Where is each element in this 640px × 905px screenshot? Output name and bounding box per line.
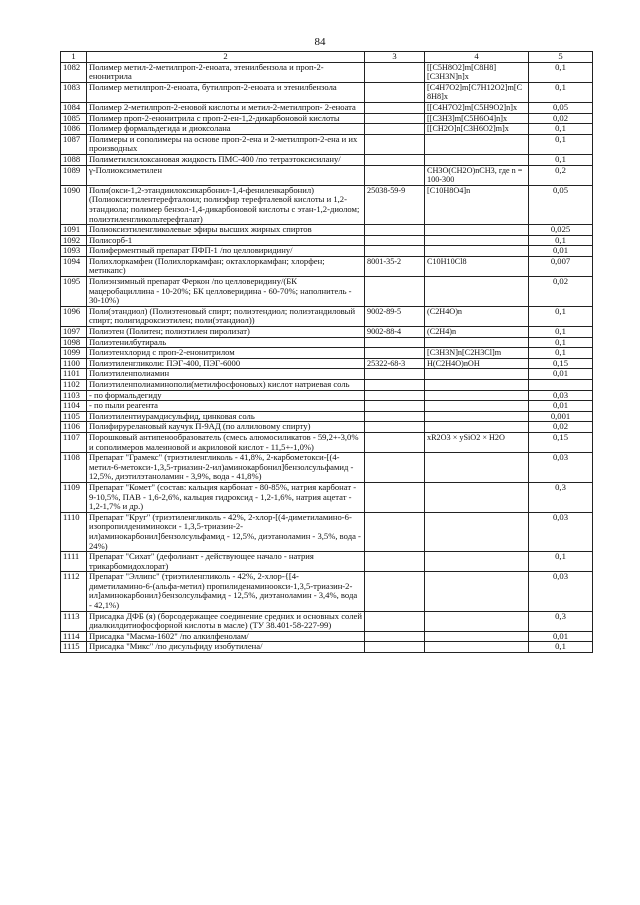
table-row xyxy=(61,327,593,338)
cas-number xyxy=(365,432,425,452)
row-number: 1084 xyxy=(61,102,87,113)
substance-name: Поли(этандиол) (Полиэтеновый спирт; полиэтендиол; полиэтандиловый спирт; полигидроксиэтилен; поли(этандиол)) xyxy=(87,306,365,326)
substance-name: Порошковый антипенообразователь (смесь алюмосиликатов - 59,2+-3,0% и сополимеров малеиновой и акриловой кислот - 11,5+-1,0%) xyxy=(87,432,365,452)
limit-value: 0,01 xyxy=(529,631,593,642)
row-number: 1097 xyxy=(61,327,87,338)
table-row xyxy=(61,422,593,433)
cas-number xyxy=(365,422,425,433)
substances-table xyxy=(60,51,593,653)
row-number: 1110 xyxy=(61,512,87,551)
cas-number xyxy=(365,401,425,412)
table-row xyxy=(61,225,593,236)
chemical-formula xyxy=(425,631,529,642)
substance-name: Присадка ДФБ (я) (борсодержащее соединение средних и основных солей диалкилдитиофосфорной кислоты в масле) (ТУ 38.401-58-227-99) xyxy=(87,611,365,631)
table-row xyxy=(61,277,593,307)
row-number: 1109 xyxy=(61,482,87,512)
chemical-formula: H(C2H4O)nOH xyxy=(425,358,529,369)
row-number: 1107 xyxy=(61,432,87,452)
row-number: 1098 xyxy=(61,337,87,348)
row-number: 1108 xyxy=(61,453,87,483)
cas-number xyxy=(365,82,425,102)
substance-name: Полимер формальдегида и диоксолана xyxy=(87,124,365,135)
substance-name: Препарат "Круг" (триэтиленгликоль - 42%, 2-хлор-[(4-диметиламино-6-изопропилдениминокси - 1,3,5-триазин-2-ил)аминокарбонил]бензолсульфамид - 12,5%, диэтаноламин - 3,5%, вода - 24%) xyxy=(87,512,365,551)
cas-number: 8001-35-2 xyxy=(365,256,425,276)
substance-name: Полимер метилпроп-2-еноата, бутилпроп-2-еноата и этенилбензола xyxy=(87,82,365,102)
page-number: 84 xyxy=(314,36,326,48)
row-number: 1094 xyxy=(61,256,87,276)
limit-value: 0,02 xyxy=(529,113,593,124)
limit-value: 0,1 xyxy=(529,154,593,165)
row-number: 1114 xyxy=(61,631,87,642)
table-row xyxy=(61,401,593,412)
chemical-formula: CH3O(CH2O)nCH3, где n = 100-300 xyxy=(425,165,529,185)
cas-number xyxy=(365,62,425,82)
cas-number xyxy=(365,380,425,391)
table-row xyxy=(61,512,593,551)
table-row xyxy=(61,642,593,653)
substance-name: Полиэтиленгликоли: ПЭГ-400, ПЭГ-6000 xyxy=(87,358,365,369)
chemical-formula: [[C3H3]m[C5H6O4]n]x xyxy=(425,113,529,124)
limit-value: 0,1 xyxy=(529,337,593,348)
row-number: 1087 xyxy=(61,134,87,154)
limit-value: 0,01 xyxy=(529,369,593,380)
limit-value: 0,02 xyxy=(529,277,593,307)
cas-number xyxy=(365,337,425,348)
chemical-formula xyxy=(425,390,529,401)
limit-value xyxy=(529,380,593,391)
table-row xyxy=(61,185,593,224)
limit-value: 0,1 xyxy=(529,642,593,653)
cas-number xyxy=(365,134,425,154)
chemical-formula xyxy=(425,134,529,154)
cas-number: 9002-88-4 xyxy=(365,327,425,338)
table-header-row xyxy=(61,52,593,63)
chemical-formula: [C4H7O2]m[C7H12O2]m[C8H8]x xyxy=(425,82,529,102)
cas-number xyxy=(365,512,425,551)
chemical-formula xyxy=(425,552,529,572)
table-row xyxy=(61,380,593,391)
chemical-formula xyxy=(425,453,529,483)
limit-value: 0,1 xyxy=(529,82,593,102)
table-row xyxy=(61,411,593,422)
table-row xyxy=(61,102,593,113)
chemical-formula: (C2H4O)n xyxy=(425,306,529,326)
substance-name: Полимер 2-метилпроп-2-еновой кислоты и метил-2-метилпроп- 2-еноата xyxy=(87,102,365,113)
row-number: 1090 xyxy=(61,185,87,224)
cas-number xyxy=(365,369,425,380)
table-row xyxy=(61,552,593,572)
cas-number xyxy=(365,246,425,257)
substance-name: Полиэтиленполиаминополи(метилфосфоновых) кислот натриевая соль xyxy=(87,380,365,391)
row-number: 1103 xyxy=(61,390,87,401)
cas-number xyxy=(365,165,425,185)
limit-value: 0,02 xyxy=(529,422,593,433)
substance-name: Полиоксиэтиленгликолевые эфиры высших жирных спиртов xyxy=(87,225,365,236)
row-number: 1099 xyxy=(61,348,87,359)
header-col-5: 5 xyxy=(529,52,593,63)
substance-name: Полифирурелановый каучук П-9АД (по аллиловому спирту) xyxy=(87,422,365,433)
substance-name: Полиэтенхлорид с проп-2-енонитрилом xyxy=(87,348,365,359)
substance-name: Препарат "Грамекс" (триэтиленгликоль - 41,8%, 2-карбометокси-[(4-метил-6-метокси-1,3,5-триазин-2-ил)аминокарбонил]бензолсульфамид - 12,5%, диэтилэтаноламин - 3,9%, вода - 41,8%) xyxy=(87,453,365,483)
limit-value: 0,15 xyxy=(529,432,593,452)
limit-value: 0,03 xyxy=(529,512,593,551)
chemical-formula xyxy=(425,482,529,512)
cas-number xyxy=(365,390,425,401)
substance-name: - по пыли реагента xyxy=(87,401,365,412)
cas-number xyxy=(365,348,425,359)
chemical-formula xyxy=(425,246,529,257)
row-number: 1101 xyxy=(61,369,87,380)
table-row xyxy=(61,256,593,276)
row-number: 1102 xyxy=(61,380,87,391)
limit-value: 0,1 xyxy=(529,235,593,246)
substance-name: Полимер проп-2-енонитрила с проп-2-ен-1,2-дикарбоновой кислоты xyxy=(87,113,365,124)
chemical-formula xyxy=(425,337,529,348)
cas-number xyxy=(365,482,425,512)
substance-name: Полиэтен (Политен; полиэтилен пиролизат) xyxy=(87,327,365,338)
chemical-formula: [C10H8O4]n xyxy=(425,185,529,224)
cas-number xyxy=(365,235,425,246)
limit-value: 0,007 xyxy=(529,256,593,276)
substance-name: Поли(окси-1,2-этандиилоксикарбонил-1,4-фениленкарбонил) (Полиоксиэтилентерефталоил; полиэфир терефталевой кислоты и 1,2- этандиола; полимер бензол-1,4-дикарбоновой кислоты с этан-1,2-диолом; полиэтиленгликольтерефталат) xyxy=(87,185,365,224)
row-number: 1088 xyxy=(61,154,87,165)
cas-number: 9002-89-5 xyxy=(365,306,425,326)
table-row xyxy=(61,306,593,326)
row-number: 1104 xyxy=(61,401,87,412)
limit-value: 0,3 xyxy=(529,482,593,512)
chemical-formula xyxy=(425,642,529,653)
row-number: 1095 xyxy=(61,277,87,307)
substance-name: Полиферментный препарат ПФП-1 /по целловиридину/ xyxy=(87,246,365,257)
substance-name: Полихлоркамфен (Полихлоркамфан; октахлоркамфан; хлорфен; метнкапс) xyxy=(87,256,365,276)
chemical-formula xyxy=(425,277,529,307)
table-row xyxy=(61,82,593,102)
table-row xyxy=(61,154,593,165)
row-number: 1091 xyxy=(61,225,87,236)
chemical-formula xyxy=(425,401,529,412)
header-col-3: 3 xyxy=(365,52,425,63)
substance-name: Полиметилсилоксановая жидкость ПМС-400 /по тетраэтоксисилану/ xyxy=(87,154,365,165)
cas-number xyxy=(365,411,425,422)
row-number: 1082 xyxy=(61,62,87,82)
limit-value: 0,15 xyxy=(529,358,593,369)
limit-value: 0,03 xyxy=(529,453,593,483)
chemical-formula: xR2O3 × ySiO2 × H2O xyxy=(425,432,529,452)
row-number: 1083 xyxy=(61,82,87,102)
chemical-formula xyxy=(425,572,529,611)
row-number: 1089 xyxy=(61,165,87,185)
table-row xyxy=(61,246,593,257)
chemical-formula: [C3H3N]n[C2H3Cl]m xyxy=(425,348,529,359)
table-row xyxy=(61,390,593,401)
chemical-formula xyxy=(425,512,529,551)
limit-value: 0,03 xyxy=(529,390,593,401)
cas-number xyxy=(365,113,425,124)
limit-value: 0,05 xyxy=(529,102,593,113)
table-row xyxy=(61,113,593,124)
substance-name: Полиэнзимный препарат Феркон /по целловеридину/(БК мацеробациллина - 10-20%; БК целловеридина - 60-70%; наполнитель - 30-10%) xyxy=(87,277,365,307)
row-number: 1096 xyxy=(61,306,87,326)
limit-value: 0,03 xyxy=(529,572,593,611)
substance-name: Препарат "Эллипс" (триэтиленгликоль - 42%, 2-хлор-{[4-диметиламино-6-(альфа-метил) пропилиденаминоокси-1,3,5-триазин-2-ил]аминокарбонил}бензолсульфамид - 12,5%, диэтаноламин - 3,4%, вода - 42,1%) xyxy=(87,572,365,611)
row-number: 1115 xyxy=(61,642,87,653)
row-number: 1100 xyxy=(61,358,87,369)
substance-name: Присадка "Масма-1602" /по алкилфенолам/ xyxy=(87,631,365,642)
limit-value: 0,1 xyxy=(529,348,593,359)
header-col-2: 2 xyxy=(87,52,365,63)
chemical-formula: [[C4H7O2]m[C5H9O2]n]x xyxy=(425,102,529,113)
cas-number xyxy=(365,124,425,135)
chemical-formula: [[CH2O]n[C3H6O2]m]x xyxy=(425,124,529,135)
limit-value: 0,025 xyxy=(529,225,593,236)
limit-value: 0,2 xyxy=(529,165,593,185)
table-row xyxy=(61,631,593,642)
table-row xyxy=(61,432,593,452)
table-row xyxy=(61,358,593,369)
cas-number xyxy=(365,102,425,113)
limit-value: 0,1 xyxy=(529,552,593,572)
row-number: 1092 xyxy=(61,235,87,246)
limit-value: 0,3 xyxy=(529,611,593,631)
limit-value: 0,1 xyxy=(529,327,593,338)
cas-number: 25038-59-9 xyxy=(365,185,425,224)
table-row xyxy=(61,235,593,246)
cas-number xyxy=(365,453,425,483)
limit-value: 0,01 xyxy=(529,246,593,257)
row-number: 1112 xyxy=(61,572,87,611)
limit-value: 0,1 xyxy=(529,306,593,326)
substance-name: γ-Полиоксиметилен xyxy=(87,165,365,185)
chemical-formula xyxy=(425,225,529,236)
table-row xyxy=(61,453,593,483)
chemical-formula: C10H10Cl8 xyxy=(425,256,529,276)
limit-value: 0,1 xyxy=(529,62,593,82)
substance-name: Присадка "Микс" /по дисульфиду изобутилена/ xyxy=(87,642,365,653)
table-row xyxy=(61,165,593,185)
substance-name: - по формальдегиду xyxy=(87,390,365,401)
row-number: 1086 xyxy=(61,124,87,135)
substance-name: Полисорб-1 xyxy=(87,235,365,246)
cas-number xyxy=(365,277,425,307)
row-number: 1111 xyxy=(61,552,87,572)
substance-name: Полиэтенилбутираль xyxy=(87,337,365,348)
cas-number xyxy=(365,611,425,631)
substance-name: Полимер метил-2-метилпроп-2-еноата, этенилбензола и проп-2-енонитрила xyxy=(87,62,365,82)
table-row xyxy=(61,369,593,380)
chemical-formula: [[C5H8O2]m[C8H8][C3H3N]n]x xyxy=(425,62,529,82)
row-number: 1106 xyxy=(61,422,87,433)
chemical-formula: (C2H4)n xyxy=(425,327,529,338)
row-number: 1093 xyxy=(61,246,87,257)
table-row xyxy=(61,572,593,611)
header-col-4: 4 xyxy=(425,52,529,63)
limit-value: 0,01 xyxy=(529,401,593,412)
substance-name: Препарат "Сихат" (дефолиант - действующее начало - натрия трикарбомидохлорат) xyxy=(87,552,365,572)
cas-number xyxy=(365,154,425,165)
cas-number xyxy=(365,631,425,642)
chemical-formula xyxy=(425,154,529,165)
table-row xyxy=(61,124,593,135)
table-row xyxy=(61,62,593,82)
limit-value: 0,1 xyxy=(529,124,593,135)
table-row xyxy=(61,337,593,348)
cas-number xyxy=(365,225,425,236)
substance-name: Препарат "Комет" (состав: кальция карбонат - 80-85%, натрия карбонат - 9-10,5%, ПАВ - 1,6-2,6%, кальция гидроксид - 1,2-1,6%, натрия ацетат - 1,2-1,7% и др.) xyxy=(87,482,365,512)
chemical-formula xyxy=(425,611,529,631)
cas-number xyxy=(365,572,425,611)
row-number: 1113 xyxy=(61,611,87,631)
chemical-formula xyxy=(425,369,529,380)
substance-name: Полиэтилентиурамдисульфид, цинковая соль xyxy=(87,411,365,422)
cas-number xyxy=(365,552,425,572)
header-col-1: 1 xyxy=(61,52,87,63)
limit-value: 0,05 xyxy=(529,185,593,224)
substance-name: Полимеры и сополимеры на основе проп-2-ена и 2-метилпроп-2-ена и их производных xyxy=(87,134,365,154)
table-row xyxy=(61,611,593,631)
chemical-formula xyxy=(425,411,529,422)
row-number: 1085 xyxy=(61,113,87,124)
cas-number: 25322-68-3 xyxy=(365,358,425,369)
row-number: 1105 xyxy=(61,411,87,422)
chemical-formula xyxy=(425,235,529,246)
substance-name: Полиэтиленполиамин xyxy=(87,369,365,380)
table-row xyxy=(61,348,593,359)
limit-value: 0,1 xyxy=(529,134,593,154)
cas-number xyxy=(365,642,425,653)
chemical-formula xyxy=(425,422,529,433)
table-row xyxy=(61,482,593,512)
table-row xyxy=(61,134,593,154)
limit-value: 0,001 xyxy=(529,411,593,422)
chemical-formula xyxy=(425,380,529,391)
